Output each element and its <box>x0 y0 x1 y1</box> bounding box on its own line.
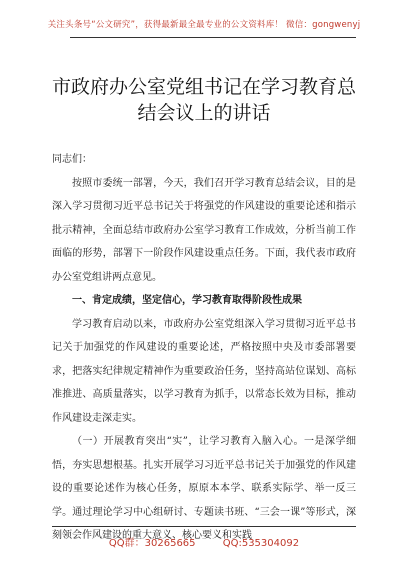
document-body <box>52 148 356 548</box>
body-paragraph: 学习教育启动以来，市政府办公室党组深入学习贯彻习近平总书记关于加强党的作风建设的重要论述，严格按照中央及市委部署要求，把落实纪律规定精神作为重要政治任务，坚持高站位谋划、高标准推进、高质量落实，以学习教育为抓手，以常态长效为目标，推动作风建设走深走实。 <box>52 318 356 424</box>
title-line-1: 市政府办公室党组书记在学习教育总 <box>51 76 356 98</box>
qq-text: QQ:535304092 <box>222 538 300 549</box>
header-divider <box>70 37 356 38</box>
document-title <box>40 74 368 126</box>
page-footer <box>0 534 408 549</box>
body-paragraph: （一）开展教育突出“实”，让学习教育入脑入心。一是深学细悟，夯实思想根基。扎实开展学习习近平总书记关于加强党的作风建设的重要论述作为核心任务，原原本本学、联系实际学、举一反三学。通过理论学习中心组研讨、专题读书班、“三会一课”等形式，深刻领会作风建设的重大意义、核心要义和实践 <box>52 436 356 541</box>
footer-divider <box>52 526 356 527</box>
top-banner: 关注头条号“公文研究”，获得最新最全最专业的公文资料库！ 微信：gongwenyj <box>47 20 361 30</box>
salutation: 同志们： <box>52 154 92 165</box>
qq-group-text: QQ群：30265665 <box>108 538 196 549</box>
title-line-2: 结会议上的讲话 <box>137 102 271 124</box>
body-paragraph: 按照市委统一部署，今天，我们召开学习教育总结会议，目的是深入学习贯彻习近平总书记关于将强党的作风建设的重要论述和指示批示精神，全面总结市政府办公室学习教育工作成效，分析当前工作面临的形势，部署下一阶段作风建设重点任务。下面，我代表市政府办公室党组讲两点意见。 <box>52 177 356 283</box>
section-heading: 一、肯定成绩，坚定信心，学习教育取得阶段性成果 <box>72 295 302 306</box>
